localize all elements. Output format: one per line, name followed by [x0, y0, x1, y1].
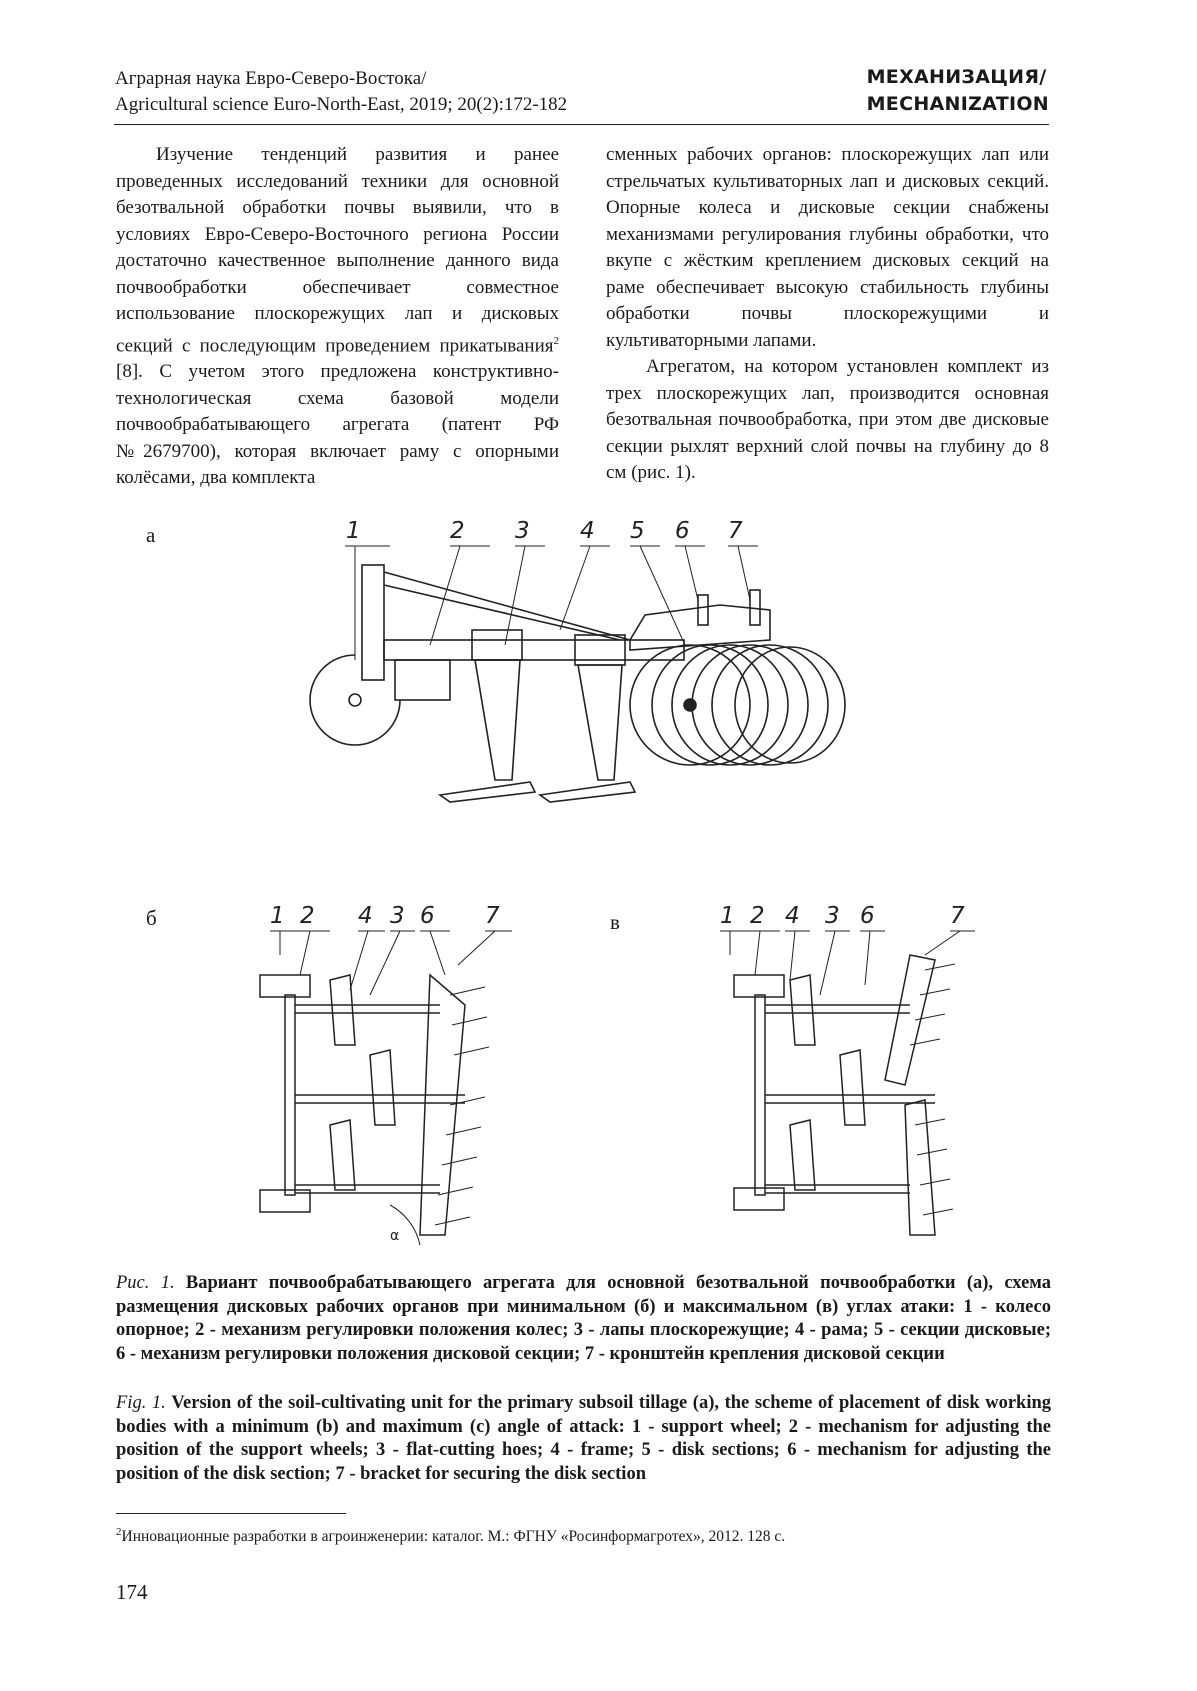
- figure-caption-en: [116, 1392, 1051, 1486]
- disk-section: [630, 645, 845, 765]
- section-title-ru: МЕХАНИЗАЦИЯ/: [866, 66, 1047, 88]
- journal-title-ru: Аграрная наука Евро-Северо-Востока/: [115, 68, 427, 89]
- panel-label-b: б: [146, 906, 157, 930]
- callout-label: 3: [390, 903, 405, 929]
- section-header: [867, 64, 1049, 118]
- caption-text: Version of the soil-cultivating unit for the primary subsoil tillage (a), the scheme of placement of disk working bodies with a minimum (b) and maximum (c) angle of attack: 1 - support wheel; 2 - mechanism for adjusting the position of the support wheels; 3 - flat-cutting hoes; 4 - frame; 5 - disk sections; 6 - mechanism for adjusting the position of the disk section; 7 - bracket for securing the disk section: [116, 1393, 1051, 1484]
- callout-label: 3: [515, 518, 530, 544]
- callout-label: 2: [300, 903, 315, 929]
- callout-label: 7: [950, 903, 965, 929]
- disk-section-mount: [630, 605, 770, 650]
- paragraph: [116, 142, 559, 492]
- flat-cutting-hoe: [330, 975, 355, 1045]
- callout-label: 2: [750, 903, 765, 929]
- callout-label: 1: [346, 518, 361, 544]
- callout-label: 4: [785, 903, 800, 929]
- callout-label: 5: [630, 518, 645, 544]
- support-wheel: [734, 975, 784, 997]
- disk-section: [885, 955, 935, 1085]
- paragraph: сменных рабочих органов: плоскорежущих лап или стрельчатых культиваторных лап и дисковых секций. Опорные колеса и дисковые секции снабжены механизмами регулирования глубины обработки, что вкупе с жёстким креплением дисковых секций на раме обеспечивает высокую стабильность глубины обработки почвы плоскорежущими и культиваторными лапами.: [606, 144, 1049, 351]
- callout-label: 6: [675, 518, 690, 544]
- flat-cutting-hoe: [578, 665, 622, 780]
- panel-label-a: а: [146, 523, 156, 547]
- footnote-mark: 2: [116, 1526, 122, 1538]
- caption-prefix: Рис. 1.: [116, 1273, 175, 1293]
- leader-lines: [345, 546, 758, 660]
- disk-section: [420, 975, 465, 1235]
- body-column-right: [606, 142, 1049, 487]
- footnote-text: Инновационные разработки в агроинженерии: каталог. М.: ФГНУ «Росинформагротех», 2012. 128 с.: [121, 1528, 786, 1546]
- frame-rail: [285, 995, 295, 1195]
- panel-label-c: в: [610, 910, 620, 934]
- paragraph-text: Изучение тенденций развития и ранее проведенных исследований техники для основной безотвальной обработки почвы выявили, что в условиях Евро-Северо-Восточного региона России достаточно качественное выполнение данного вида почвообработки обеспечивает совместное использование плоскорежущих лап и дисковых секций с последующим проведением прикатывания: [116, 144, 559, 356]
- figure-side-view: [300, 510, 900, 870]
- flat-cutting-hoe: [330, 1120, 355, 1190]
- figure-caption-ru: [116, 1272, 1051, 1366]
- caption-prefix: Fig. 1.: [116, 1393, 166, 1413]
- callout-label: 7: [728, 518, 743, 544]
- flat-cutting-hoe: [790, 975, 815, 1045]
- callout-label: 6: [420, 903, 435, 929]
- caption-text: Вариант почвообрабатывающего агрегата для основной безотвальной почвообработки (а), схема размещения дисковых рабочих органов при минимальном (б) и максимальном (в) углах атаки: 1 - колесо опорное; 2 - механизм регулировки положения колес; 3 - лапы плоскорежущие; 4 - рама; 5 - секции дисковые; 6 - механизм регулировки положения дисковой секции; 7 - кронштейн крепления дисковой секции: [116, 1273, 1052, 1364]
- wheel-mast: [362, 565, 384, 680]
- disk-section: [905, 1100, 935, 1235]
- footnote: [116, 1526, 785, 1546]
- body-column-left: [116, 142, 559, 492]
- flat-cutting-hoe: [840, 1050, 865, 1125]
- frame-rail: [755, 995, 765, 1195]
- header-divider: [114, 124, 1049, 125]
- callout-label: 6: [860, 903, 875, 929]
- section-title-en: MECHANIZATION: [866, 93, 1049, 115]
- callout-label: 1: [720, 903, 735, 929]
- callout-label: 7: [485, 903, 500, 929]
- footnote-divider: [116, 1513, 346, 1514]
- angle-mark: α: [390, 1228, 400, 1244]
- callout-label: 3: [825, 903, 840, 929]
- support-wheel: [260, 975, 310, 997]
- flat-cutting-hoe: [475, 660, 520, 780]
- callout-label: 2: [450, 518, 465, 544]
- support-wheel: [310, 655, 400, 745]
- wheel-adjust-mechanism: [395, 660, 450, 700]
- callout-label: 1: [270, 903, 285, 929]
- footnote-ref[interactable]: 2: [553, 334, 559, 347]
- page-number: 174: [116, 1580, 148, 1604]
- flat-cutting-hoe: [370, 1050, 395, 1125]
- paragraph: Агрегатом, на котором установлен комплект из трех плоскорежущих лап, производится основная безотвальная почвообработка, при этом две дисковые секции рыхлят верхний слой почвы на глубину до 8 см (рис. 1).: [606, 356, 1049, 483]
- journal-header: [115, 66, 567, 118]
- figure-plan-max-angle: [710, 895, 1000, 1255]
- journal-title-en: Agricultural science Euro-North-East, 2019; 20(2):172-182: [115, 94, 568, 115]
- figure-plan-min-angle: [240, 895, 560, 1255]
- paragraph-text: [8]. С учетом этого предложена конструктивно-технологическая схема базовой модели почвообрабатывающего агрегата (патент РФ №2679700), которая включает раму с опорными колёсами, два комплекта: [116, 361, 559, 489]
- callout-label: 4: [580, 518, 595, 544]
- support-wheel: [734, 1188, 784, 1210]
- callout-label: 4: [358, 903, 373, 929]
- flat-cutting-hoe: [790, 1120, 815, 1190]
